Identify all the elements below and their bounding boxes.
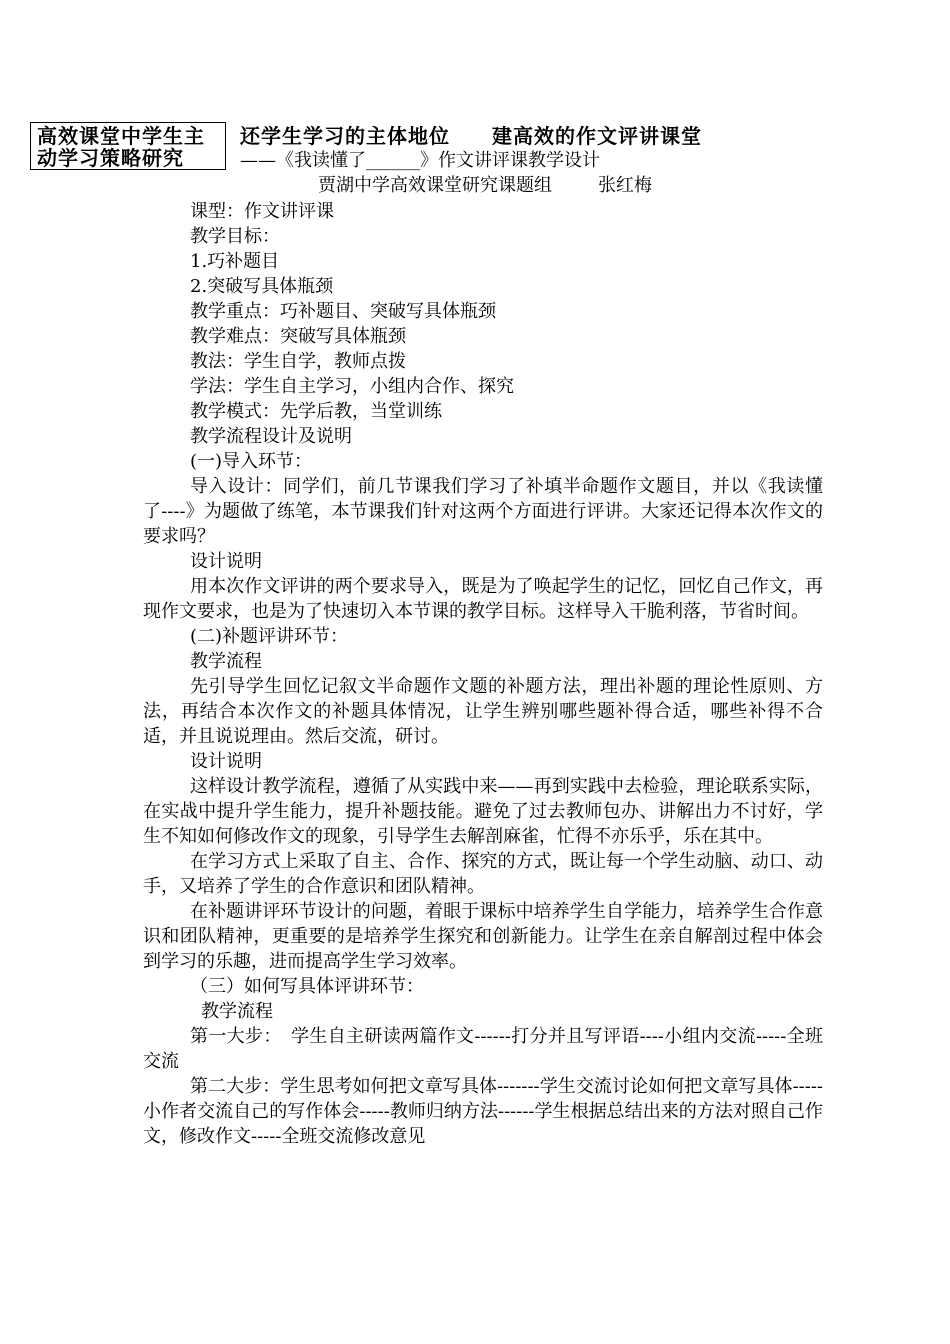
section-3-heading: （三）如何写具体评讲环节： — [190, 976, 424, 997]
document-body — [143, 199, 823, 1149]
teaching-process-heading: 教学流程 — [190, 651, 262, 672]
design-note-heading: 设计说明 — [190, 551, 262, 572]
author-name: 张红梅 — [598, 175, 652, 196]
author-line — [318, 174, 652, 198]
section-1-heading: (一)导入环节： — [190, 451, 313, 472]
teaching-focus: 教学重点：巧补题目、突破写具体瓶颈 — [190, 301, 496, 322]
learning-method: 学法：学生自主学习，小组内合作、探究 — [190, 376, 514, 397]
teaching-method: 教法：学生自学，教师点拨 — [190, 351, 406, 372]
process-paragraph: 先引导学生回忆记叙文半命题作文题的补题方法，理出补题的理论性原则、方法，再结合本次作文的补题具体情况，让学生辨别哪些题补得合适，哪些补得不合适，并且说说理由。然后交流，研讨。 — [143, 676, 823, 747]
teaching-process-heading: 教学流程 — [201, 1001, 273, 1022]
step-1-paragraph: 第一大步： 学生自主研读两篇作文------打分并且写评语----小组内交流-----全班交流 — [143, 1026, 823, 1072]
learning-style-paragraph: 在学习方式上采取了自主、合作、探究的方式，既让每一个学生动脑、动口、动手，又培养了学生的合作意识和团队精神。 — [143, 851, 823, 897]
teaching-goals-heading: 教学目标： — [190, 226, 280, 247]
intro-design-paragraph: 导入设计：同学们，前几节课我们学习了补填半命题作文题目，并以《我读懂了----》为题做了练笔，本节课我们针对这两个方面进行评讲。大家还记得本次作文的要求吗？ — [143, 476, 823, 547]
main-title-part1: 还学生学习的主体地位 — [240, 124, 450, 148]
main-title — [240, 124, 820, 148]
section-2-heading: (二)补题评讲环节： — [190, 626, 349, 647]
step-2-paragraph: 第二大步：学生思考如何把文章写具体-------学生交流讨论如何把文章写具体-----小作者交流自己的写作体会-----教师归纳方法------学生根据总结出来的方法对照自己作文，修改作文-----全班交流修改意见 — [143, 1076, 823, 1147]
teaching-difficulty: 教学难点：突破写具体瓶颈 — [190, 326, 406, 347]
process-heading: 教学流程设计及说明 — [190, 426, 352, 447]
teaching-mode: 教学模式：先学后教，当堂训练 — [190, 401, 442, 422]
question-design-paragraph: 在补题讲评环节设计的问题，着眼于课标中培养学生自学能力，培养学生合作意识和团队精神，更重要的是培养学生探究和创新能力。让学生在亲自解剖过程中体会到学习的乐趣，进而提高学生学习效率。 — [143, 901, 823, 972]
boxed-research-title: 高效课堂中学生主动学习策略研究 — [30, 122, 226, 170]
author-group: 贾湖中学高效课堂研究课题组 — [318, 175, 552, 196]
design-note-heading: 设计说明 — [190, 751, 262, 772]
goal-item-2: 2.突破写具体瓶颈 — [190, 276, 334, 297]
lesson-type: 课型：作文讲评课 — [190, 201, 334, 222]
design-note-paragraph: 用本次作文评讲的两个要求导入，既是为了唤起学生的记忆，回忆自己作文，再现作文要求，也是为了快速切入本节课的教学目标。这样导入干脆利落，节省时间。 — [143, 576, 823, 622]
subtitle: ——《我读懂了______》作文讲评课教学设计 — [240, 150, 600, 171]
goal-item-1: 1.巧补题目 — [190, 251, 280, 272]
main-title-part2: 建高效的作文评讲课堂 — [492, 124, 702, 148]
design-note-paragraph: 这样设计教学流程，遵循了从实践中来——再到实践中去检验，理论联系实际，在实战中提升学生能力，提升补题技能。避免了过去教师包办、讲解出力不讨好，学生不知如何修改作文的现象，引导学生去解剖麻雀，忙得不亦乐乎，乐在其中。 — [143, 776, 823, 847]
